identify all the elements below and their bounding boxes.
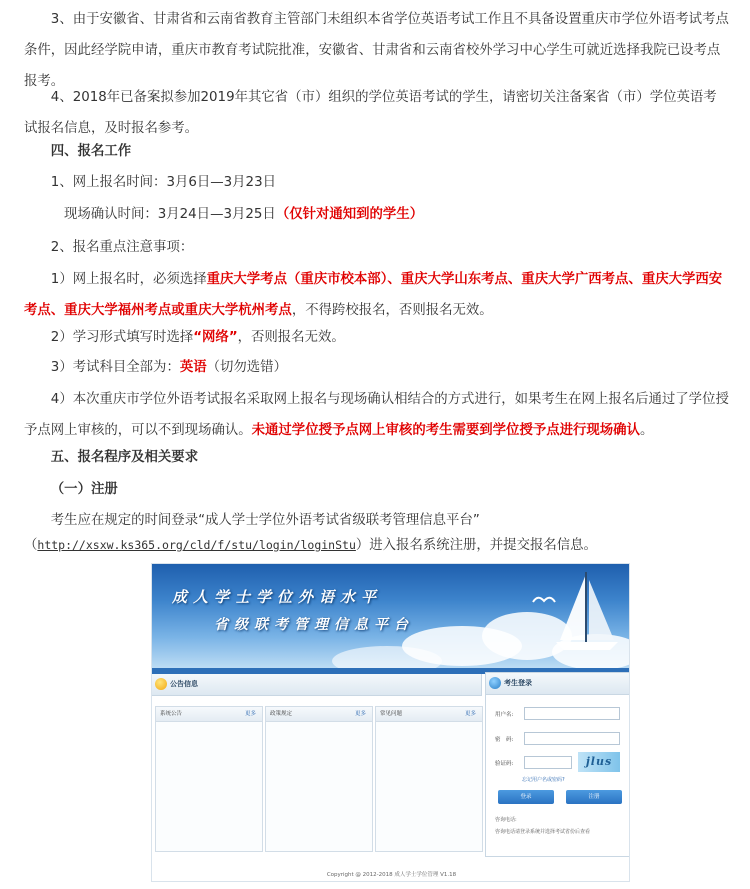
- login-header: 考生登录: [486, 673, 630, 695]
- key-notes-heading: 2、报名重点注意事项：: [50, 240, 194, 255]
- login-instruction: 考生应在规定的时间登录“成人学士学位外语考试省级联考管理信息平台”: [50, 513, 480, 528]
- login-icon: [489, 677, 501, 689]
- banner-title-line-2: 省级联考管理信息平台: [214, 617, 414, 633]
- more-link[interactable]: 更多: [244, 711, 256, 717]
- column-title: 常见问题: [380, 711, 403, 717]
- column-title: 系统公告: [160, 711, 183, 717]
- register-link-line: （http://xsxw.ks365.org/cld/f/stu/login/loginStu）进入报名系统注册，并提交报名信息。: [24, 538, 597, 553]
- column-policy: [265, 706, 373, 852]
- captcha-image[interactable]: jlus: [578, 752, 620, 772]
- note-2: 2）学习形式填写时选择“网络”，否则报名无效。: [50, 330, 345, 345]
- subsection-heading-register: （一）注册: [50, 482, 118, 497]
- username-input[interactable]: [524, 707, 620, 720]
- login-button[interactable]: 登录: [498, 790, 554, 804]
- online-registration-time: 1、网上报名时间：3月6日—3月23日: [50, 175, 276, 190]
- username-label: 用户名:: [495, 712, 514, 718]
- note-3: 3）考试科目全部为：英语（切勿选错）: [50, 360, 287, 375]
- captcha-label: 验证码:: [495, 761, 514, 767]
- seagull-icon: [532, 594, 556, 608]
- consult-phone-label: 咨询电话:: [495, 817, 517, 823]
- platform-screenshot: [151, 563, 630, 882]
- notice-header: 公告信息: [152, 674, 482, 696]
- section-heading-4: 四、报名工作: [50, 144, 132, 159]
- note-4: 4）本次重庆市学位外语考试报名采取网上报名与现场确认相结合的方式进行，如果考生在网上报名后通过了学位授予点网上审核的，可以不到现场确认。未通过学位授予点网上审核的考生需要到学位授予点进行现场确认。: [24, 392, 729, 438]
- sailboat-icon: [552, 570, 622, 660]
- column-faq: [375, 706, 483, 852]
- password-label: 密 码:: [495, 737, 514, 743]
- more-link[interactable]: 更多: [354, 711, 366, 717]
- password-input[interactable]: [524, 732, 620, 745]
- notice-icon: [155, 678, 167, 690]
- more-link[interactable]: 更多: [464, 711, 476, 717]
- column-system-notice: [155, 706, 263, 852]
- platform-banner: [152, 564, 630, 668]
- platform-link[interactable]: http://xsxw.ks365.org/cld/f/stu/login/loginStu: [37, 538, 356, 552]
- onsite-confirmation-time: 现场确认时间：3月24日—3月25日（仅针对通知到的学生）: [64, 207, 424, 222]
- paragraph-item-4: 4、2018年已备案拟参加2019年其它省（市）组织的学位英语考试的学生，请密切关注备案省（市）学位英语考试报名信息，及时报名参考。: [24, 90, 717, 136]
- captcha-input[interactable]: [524, 756, 572, 769]
- section-heading-5: 五、报名程序及相关要求: [50, 450, 199, 465]
- consult-phone-text: 咨询电话请登录系统并选择考试省份后查看: [495, 829, 591, 835]
- forgot-password-link[interactable]: 忘记用户名或密码?: [522, 777, 565, 783]
- copyright-text: Copyright @ 2012-2018 成人学士学位管理 V1.18: [326, 872, 457, 878]
- register-button[interactable]: 注册: [566, 790, 622, 804]
- paragraph-item-3: 3、由于安徽省、甘肃省和云南省教育主管部门未组织本省学位英语考试工作且不具备设置重庆市学位外语考试考点条件，因此经学院申请，重庆市教育考试院批准，安徽省、甘肃省和云南省校外学习中心学生可就近选择我院已设考点报考。: [24, 12, 729, 89]
- column-title: 政策规定: [270, 711, 293, 717]
- note-1: 1）网上报名时，必须选择重庆大学考点（重庆市校本部）、重庆大学山东考点、重庆大学广西考点、重庆大学西安考点、重庆大学福州考点或重庆大学杭州考点，不得跨校报名，否则报名无效。: [24, 272, 723, 318]
- banner-title-line-1: 成人学士学位外语水平: [172, 588, 383, 606]
